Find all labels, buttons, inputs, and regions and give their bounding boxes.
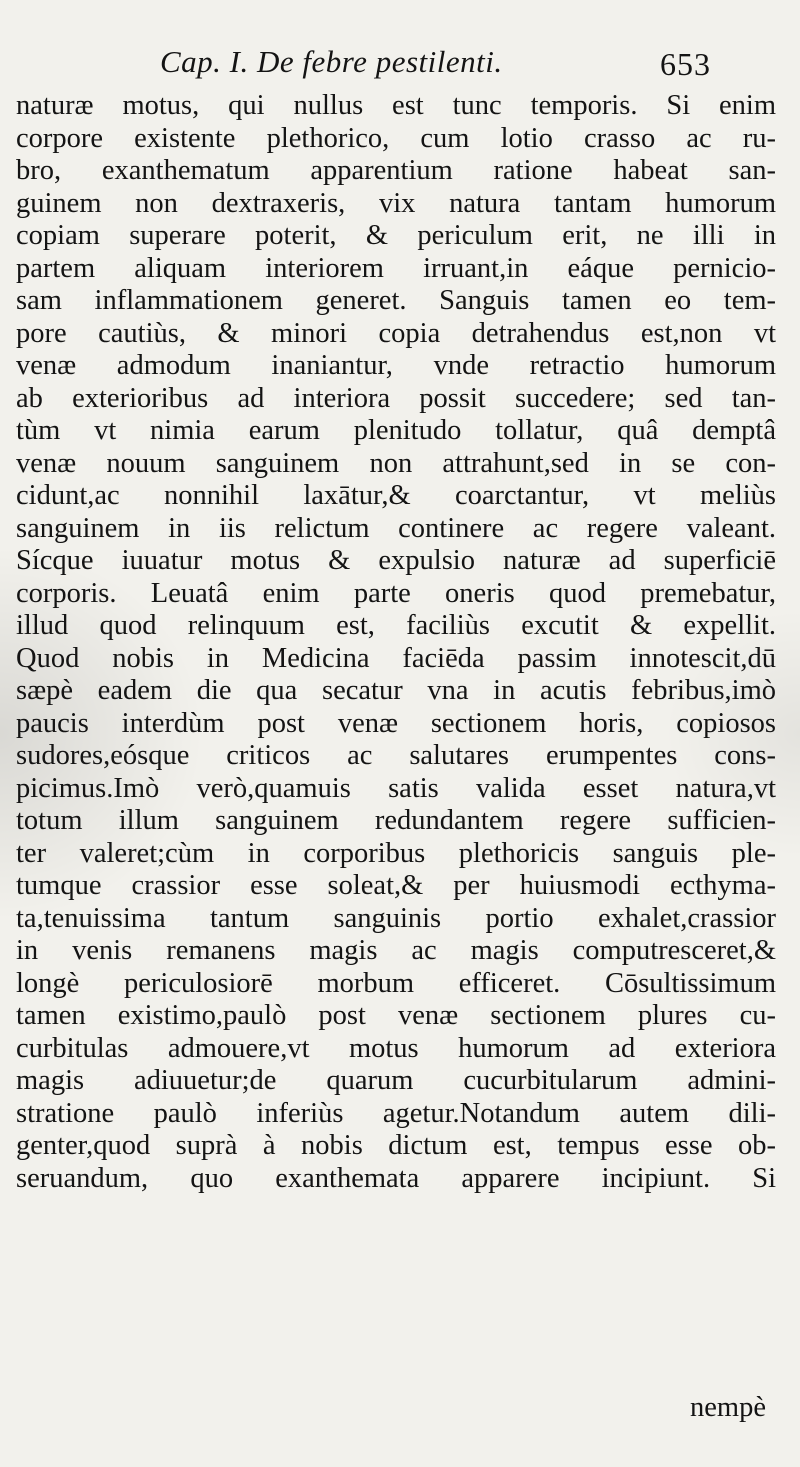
text-line: stratione paulò inferiùs agetur.Notandum autem dili- [16,1097,776,1129]
text-line: cidunt,ac nonnihil laxātur,& coarctantur, vt meliùs [16,480,776,511]
text-line: picimus.Imò verò,quamuis satis valida esset natura,vt [16,772,776,804]
text-line: partem aliquam interiorem irruant,in eáque pernicio- [16,252,776,284]
text-line: sudores,eósque criticos ac salutares erumpentes cons- [16,740,776,771]
text-line: seruandum, quo exanthemata apparere incipiunt. Si [16,1162,776,1194]
text-line: genter,quod suprà à nobis dictum est, tempus esse ob- [16,1130,776,1161]
text-line: paucis interdùm post venæ sectionem horis, copiosos [16,707,776,739]
text-line: in venis remanens magis ac magis computresceret,& [16,935,776,966]
text-line: magis adiuuetur;de quarum cucurbitularum admini- [16,1065,776,1096]
text-line: venæ admodum inaniantur, vnde retractio humorum [16,350,776,381]
text-line: Quod nobis in Medicina faciēda passim innotescit,dū [16,642,776,674]
text-line: copiam superare poterit, & periculum erit, ne illi in [16,220,776,251]
text-line: totum illum sanguinem redundantem regere sufficien- [16,805,776,836]
text-line: pore cautiùs, & minori copia detrahendus est,non vt [16,317,776,349]
text-line: corporis. Leuatâ enim parte oneris quod premebatur, [16,577,776,609]
text-line: naturæ motus, qui nullus est tunc temporis. Si enim [16,90,776,121]
running-head: Cap. I. De febre pestilenti. [160,44,503,79]
text-line: curbitulas admouere,vt motus humorum ad exteriora [16,1032,776,1064]
text-line: Sícque iuuatur motus & expulsio naturæ ad superficiē [16,545,776,576]
text-line: ta,tenuissima tantum sanguinis portio exhalet,crassior [16,902,776,934]
text-line: ab exterioribus ad interiora possit succedere; sed tan- [16,382,776,414]
body-text [16,90,776,1195]
text-line: longè periculosiorē morbum efficeret. Cōsultissimum [16,967,776,999]
text-line: venæ nouum sanguinem non attrahunt,sed in se con- [16,447,776,479]
text-line: bro, exanthematum apparentium ratione habeat san- [16,155,776,186]
page-header [0,44,800,96]
text-line: illud quod relinquum est, faciliùs excutit & expellit. [16,610,776,641]
text-line: sam inflammationem generet. Sanguis tamen eo tem- [16,285,776,316]
text-line: corpore existente plethorico, cum lotio crasso ac ru- [16,122,776,154]
text-line: tùm vt nimia earum plenitudo tollatur, quâ demptâ [16,415,776,446]
text-line: sæpè eadem die qua secatur vna in acutis febribus,imò [16,675,776,706]
text-line: tumque crassior esse soleat,& per huiusmodi ecthyma- [16,870,776,901]
text-line: sanguinem in iis relictum continere ac regere valeant. [16,512,776,544]
catchword: nempè [690,1392,766,1423]
text-line: guinem non dextraxeris, vix natura tantam humorum [16,187,776,219]
text-line: ter valeret;cùm in corporibus plethoricis sanguis ple- [16,837,776,869]
page-number: 653 [660,46,711,82]
text-line: tamen existimo,paulò post venæ sectionem plures cu- [16,1000,776,1031]
